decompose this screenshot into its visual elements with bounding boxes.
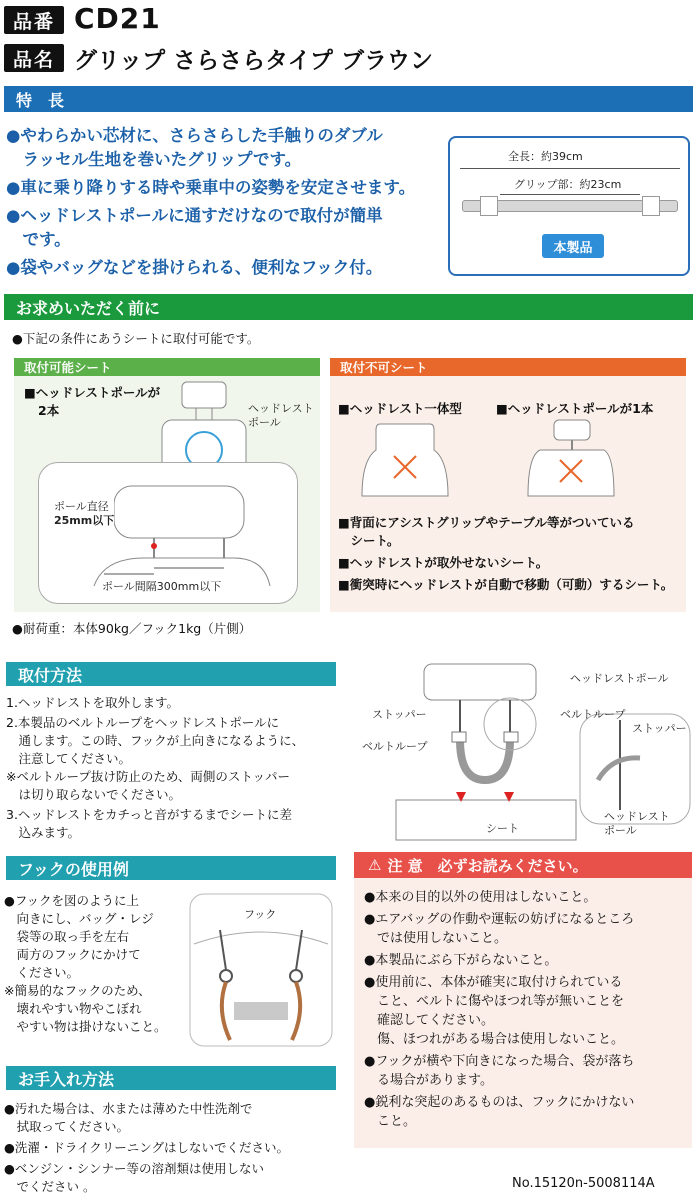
label-line: ポール — [604, 824, 637, 837]
feature-line: ●車に乗り降りする時や乗車中の姿勢を安定させます。 — [6, 178, 416, 197]
ng-seat-panel — [330, 358, 686, 612]
caution-line: では使用しないこと。 — [364, 931, 508, 946]
document-number: No.15120n-5008114A — [512, 1176, 655, 1191]
pole-diameter-label — [54, 500, 114, 528]
ok-seat-title: 取付可能シート — [14, 358, 320, 376]
care-line: ●ベンジン・シンナー等の溶剤類は使用しない — [4, 1161, 264, 1176]
integrated-seat-illustration — [360, 420, 450, 500]
code-tag: 品番 — [4, 6, 64, 34]
stopper-label: ストッパー — [372, 708, 427, 721]
caution-panel — [354, 852, 692, 1148]
headrest-pole-label-2 — [604, 810, 670, 838]
feature-line: ●ヘッドレストポールに通すだけなので取付が簡単 — [6, 206, 383, 225]
feature-line: です。 — [6, 230, 71, 249]
feature-line: ●袋やバッグなどを掛けられる、便利なフック付。 — [6, 258, 383, 277]
care-title: お手入れ方法 — [6, 1066, 336, 1090]
install-steps — [6, 694, 346, 842]
caution-line: ●エアバッグの作動や運転の妨げになるところ — [364, 912, 635, 927]
load-capacity: ●耐荷重：本体90kg／フック1kg（片側） — [12, 621, 252, 636]
caution-line: ●鋭利な突起のあるものは、フックにかけない — [364, 1095, 635, 1110]
caution-line: ●フックが横や下向きになった場合、袋が落ち — [364, 1054, 635, 1069]
caution-line: 確認してください。 — [364, 1013, 495, 1028]
ng-seat-title: 取付不可シート — [330, 358, 686, 376]
label-line: ヘッドレスト — [248, 402, 314, 415]
headrest-detail-illustration — [74, 478, 274, 588]
features-title: 特 長 — [4, 86, 693, 112]
caution-line: ●使用前に、本体が確実に取付けられている — [364, 975, 623, 990]
dimension-line — [460, 168, 680, 169]
ok-seat-panel — [14, 358, 320, 612]
product-name: グリップ さらさらタイプ ブラウン — [74, 48, 433, 74]
ng-type-integrated: ■ヘッドレスト一体型 — [338, 401, 462, 416]
ng-note: ■背面にアシストグリップやテーブル等がついている — [338, 515, 635, 530]
stopper-label: ストッパー — [632, 722, 687, 735]
caution-line: ●本製品にぶら下がらないこと。 — [364, 953, 558, 968]
ok-condition-line: ■ヘッドレストポールが — [24, 385, 161, 400]
caution-line: る場合があります。 — [364, 1073, 493, 1088]
stopper-shape — [642, 196, 660, 216]
warning-icon: ⚠ — [368, 856, 382, 874]
care-line: でください 。 — [4, 1179, 96, 1194]
install-step: は切り取らないでください。 — [6, 787, 182, 802]
ng-note: ■衝突時にヘッドレストが自動で移動（可動）するシート。 — [338, 577, 674, 592]
install-step: 1.ヘッドレストを取外します。 — [6, 695, 180, 710]
caution-line: ●本来の目的以外の使用はしないこと。 — [364, 890, 597, 905]
hook-line: 袋等の取っ手を左右 — [4, 929, 130, 944]
headrest-pole-label — [248, 402, 314, 430]
caution-list — [364, 888, 688, 1131]
caution-header — [354, 852, 692, 878]
caution-line: こと、ベルトに傷やほつれ等が無いことを — [364, 994, 625, 1009]
caution-line: こと。 — [364, 1114, 417, 1129]
hook-label: フック — [244, 908, 277, 921]
hook-line: ●フックを図のように上 — [4, 893, 140, 908]
hook-title: フックの使用例 — [6, 856, 336, 880]
label-line: ポール — [248, 416, 281, 429]
pole-spacing-label: ポール間隔300mm以下 — [102, 580, 222, 593]
caution-title: 注 意 必ずお読みください。 — [387, 856, 588, 875]
ng-notes — [338, 514, 673, 594]
install-step: 3.ヘッドレストをカチっと音がするまでシートに差 — [6, 807, 293, 822]
ok-condition — [24, 384, 160, 420]
hook-line: 向きにし、バッグ・レジ — [4, 911, 154, 926]
product-diagram — [448, 136, 690, 276]
belt-loop-label: ベルトループ — [362, 740, 428, 753]
features-list — [6, 124, 446, 280]
feature-line: ●やわらかい芯材に、さらさらした手触りのダブル — [6, 126, 383, 145]
install-step: 注意してください。 — [6, 751, 132, 766]
dimension-line — [500, 194, 640, 195]
product-badge: 本製品 — [542, 234, 604, 258]
care-line: ●洗濯・ドライクリーニングはしないでください。 — [4, 1140, 290, 1155]
belt-loop-label: ベルトループ — [560, 708, 626, 721]
seat-label: シート — [486, 822, 519, 835]
hook-line: やすい物は掛けないこと。 — [4, 1019, 167, 1034]
hook-line: 壊れやすい物やこぼれ — [4, 1001, 142, 1016]
care-line: ●汚れた場合は、水または薄めた中性洗剤で — [4, 1101, 253, 1116]
product-code: CD21 — [74, 2, 161, 35]
headrest-pole-label: ヘッドレストポール — [570, 672, 669, 685]
before-purchase-intro: ●下記の条件にあうシートに取付可能です。 — [12, 331, 260, 346]
ok-condition-line: 2本 — [38, 403, 60, 418]
ng-note: ■ヘッドレストが取外せないシート。 — [338, 555, 549, 570]
feature-line: ラッセル生地を巻いたグリップです。 — [6, 150, 302, 169]
stopper-shape — [480, 196, 498, 216]
ng-note: シート。 — [338, 533, 400, 548]
install-step: 込みます。 — [6, 825, 81, 840]
hook-line: 両方のフックにかけて — [4, 947, 141, 962]
care-text — [4, 1100, 344, 1196]
grip-length-label: グリップ部：約23cm — [514, 178, 622, 191]
name-tag: 品名 — [4, 44, 64, 72]
install-step: ※ベルトループ抜け防止のため、両側のストッパー — [6, 769, 290, 784]
care-line: 拭取ってください。 — [4, 1119, 130, 1134]
hook-usage-text — [4, 892, 184, 1036]
label-line: ヘッドレスト — [604, 810, 670, 823]
ng-type-single-pole: ■ヘッドレストポールが1本 — [496, 401, 654, 416]
hook-line: ※簡易的なフックのため、 — [4, 983, 151, 998]
total-length-label: 全長：約39cm — [508, 150, 583, 163]
label-line: ポール直径 — [54, 500, 109, 513]
before-purchase-title: お求めいただく前に — [4, 294, 693, 320]
install-step: 通します。この時、フックが上向きになるように、 — [6, 733, 305, 748]
label-line: 25mm以下 — [54, 514, 115, 527]
single-pole-seat-illustration — [526, 416, 616, 500]
hook-line: ください。 — [4, 965, 80, 980]
caution-line: 傷、ほつれがある場合は使用しないこと。 — [364, 1032, 625, 1047]
install-title: 取付方法 — [6, 662, 336, 686]
install-step: 2.本製品のベルトループをヘッドレストポールに — [6, 715, 280, 730]
